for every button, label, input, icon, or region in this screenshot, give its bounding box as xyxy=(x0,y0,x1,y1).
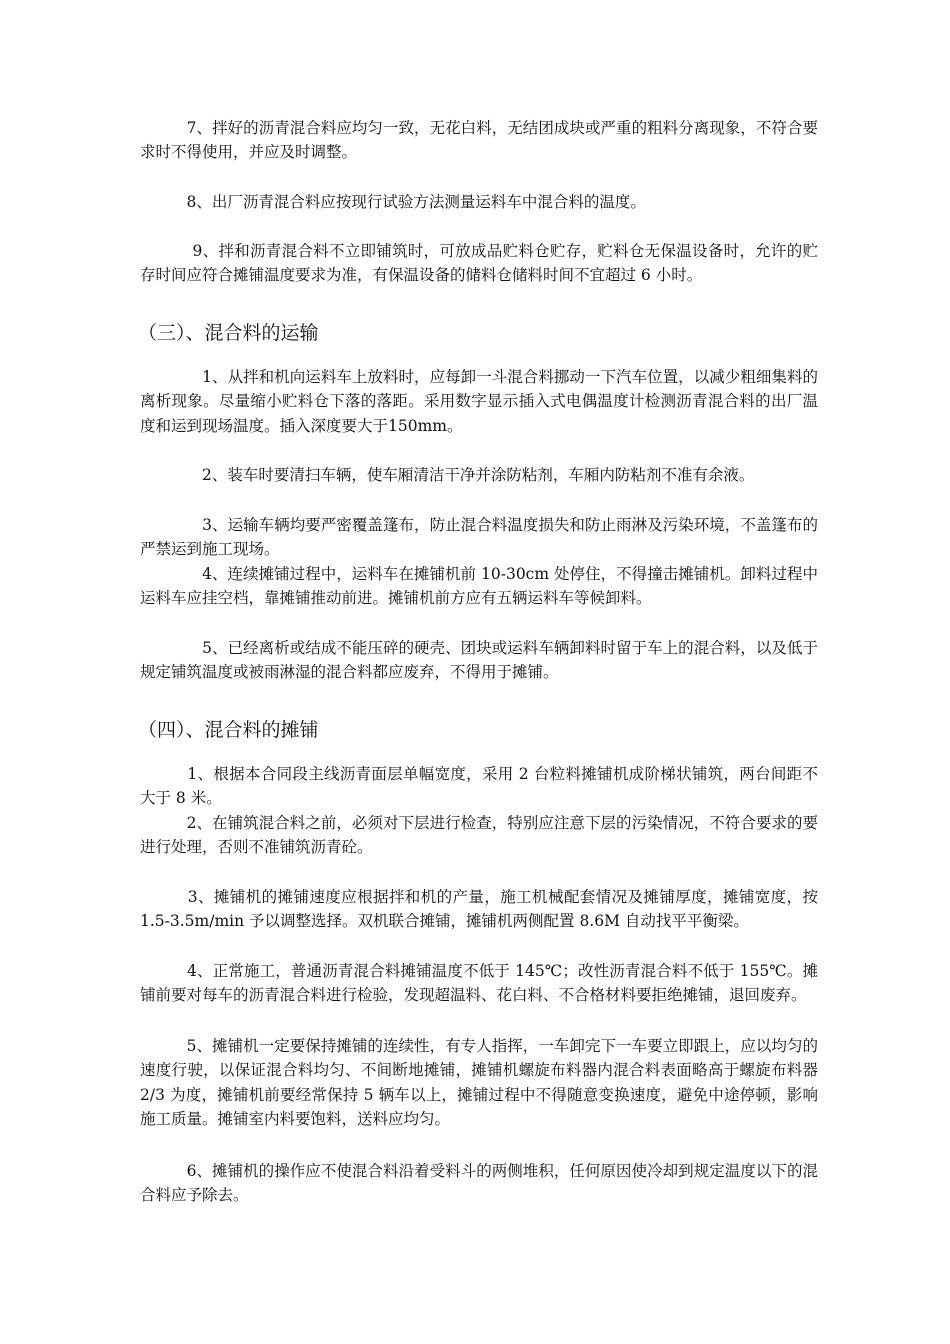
paragraph-paving-5: 5、摊铺机一定要保持摊铺的连续性，有专人指挥，一车卸完下一车要立即跟上，应以均匀的速度行驶，以保证混合料均匀、不间断地摊铺，摊铺机螺旋布料器内混合料表面略高于螺旋布料器 2/3 为度，摊铺机前要经常保持 5 辆车以上，摊铺过程中不得随意变换速度，避免中途停顿，影响施工质量。摊铺室内料要饱料，送料应均匀。 xyxy=(140,1037,818,1129)
paragraph-transport-1: 1、从拌和机向运料车上放料时，应每卸一斗混合料挪动一下汽车位置，以减少粗细集料的离析现象。尽量缩小贮料仓下落的落距。采用数字显示插入式电偶温度计检测沥青混合料的出厂温度和运到现场温度。插入深度要大于150mm。 xyxy=(140,368,818,435)
paragraph-transport-5: 5、已经离析或结成不能压碎的硬壳、团块或运料车辆卸料时留于车上的混合料，以及低于规定铺筑温度或被雨淋湿的混合料都应废弃，不得用于摊铺。 xyxy=(140,639,818,682)
paragraph-8-outgoing-temperature: 8、出厂沥青混合料应按现行试验方法测量运料车中混合料的温度。 xyxy=(140,193,646,211)
section-heading-paving: （四）、混合料的摊铺 xyxy=(138,719,319,741)
paragraph-9-storage: 9、拌和沥青混合料不立即铺筑时，可放成品贮料仓贮存，贮料仓无保温设备时，允许的贮存时间应符合摊铺温度要求为准，有保温设备的储料仓储料时间不宜超过 6 小时。 xyxy=(140,242,818,285)
paragraph-transport-2: 2、装车时要清扫车辆，使车厢清洁干净并涂防粘剂，车厢内防粘剂不准有余液。 xyxy=(140,466,755,484)
paragraph-transport-3: 3、运输车辆均要严密覆盖篷布，防止混合料温度损失和防止雨淋及污染环境，不盖篷布的严禁运到施工现场。 xyxy=(140,516,818,559)
paragraph-transport-4: 4、连续摊铺过程中，运料车在摊铺机前 10-30cm 处停住，不得撞击摊铺机。卸料过程中运料车应挂空档，靠摊铺推动前进。摊铺机前方应有五辆运料车等候卸料。 xyxy=(140,565,818,608)
paragraph-paving-6: 6、摊铺机的操作应不使混合料沿着受料斗的两侧堆积，任何原因使冷却到规定温度以下的混合料应予除去。 xyxy=(140,1162,818,1205)
paragraph-paving-2: 2、在铺筑混合料之前，必须对下层进行检查，特别应注意下层的污染情况，不符合要求的要进行处理，否则不准铺筑沥青砼。 xyxy=(140,814,818,857)
paragraph-7-mix-uniformity: 7、拌好的沥青混合料应均匀一致，无花白料，无结团成块或严重的粗料分离现象，不符合要求时不得使用，并应及时调整。 xyxy=(140,119,818,162)
paragraph-paving-1: 1、根据本合同段主线沥青面层单幅宽度，采用 2 台粒料摊铺机成阶梯状铺筑，两台间距不大于 8 米。 xyxy=(140,765,818,808)
paragraph-paving-3: 3、摊铺机的摊铺速度应根据拌和机的产量，施工机械配套情况及摊铺厚度，摊铺宽度，按 1.5-3.5m/min 予以调整选择。双机联合摊铺，摊铺机两侧配置 8.6M 自动找平平衡梁。 xyxy=(140,888,818,931)
paragraph-paving-4: 4、正常施工，普通沥青混合料摊铺温度不低于 145℃；改性沥青混合料不低于 155℃。摊铺前要对每车的沥青混合料进行检验，发现超温料、花白料、不合格材料要拒绝摊铺，退回废弃。 xyxy=(140,962,818,1005)
section-heading-transport: （三）、混合料的运输 xyxy=(138,322,319,344)
